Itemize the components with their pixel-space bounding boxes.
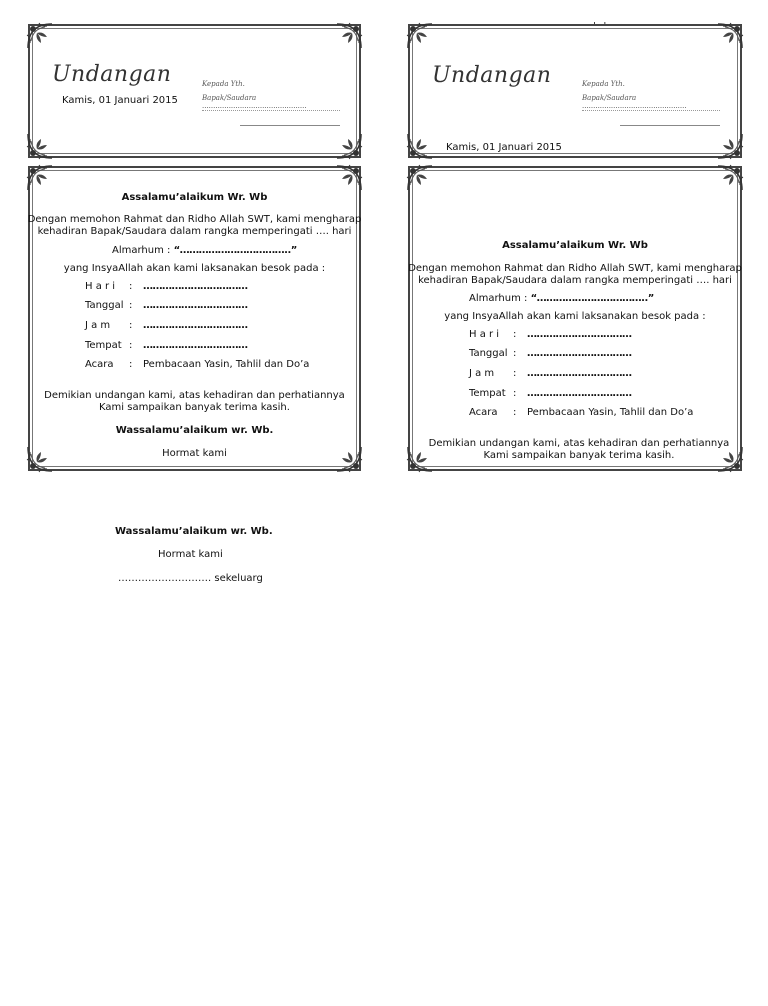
row-label: H a r i — [469, 329, 500, 340]
row-colon: : — [129, 320, 133, 331]
row-label: Tanggal — [469, 348, 508, 359]
almarhum-label: Almarhum : — [469, 293, 528, 304]
row-value: …………………………… — [143, 340, 248, 351]
detail-row-acara — [469, 407, 693, 418]
row-label: Tanggal — [85, 300, 124, 311]
corner-ornament-icon — [334, 131, 364, 161]
insya-line: yang InsyaAllah akan kami laksanakan besok pada : — [63, 263, 326, 274]
row-label: J a m — [85, 320, 111, 331]
closing-line-2: Kami sampaikan banyak terima kasih. — [99, 402, 290, 413]
row-colon: : — [513, 348, 517, 359]
corner-ornament-icon — [715, 131, 745, 161]
row-colon: : — [513, 368, 517, 379]
overflow-hormat: Hormat kami — [158, 549, 223, 560]
row-label: H a r i — [85, 281, 116, 292]
almarhum-line — [112, 245, 297, 256]
invitation-date: Kamis, 01 Januari 2015 — [446, 142, 562, 153]
right-body-card — [408, 166, 742, 471]
row-value: Pembacaan Yasin, Tahlil dan Do’a — [527, 407, 694, 418]
corner-ornament-icon — [405, 21, 435, 51]
almarhum-line — [469, 293, 654, 304]
row-colon: : — [129, 281, 133, 292]
wassalam-line: Wassalamu’alaikum wr. Wb. — [115, 425, 274, 436]
overflow-wassalam: Wassalamu’alaikum wr. Wb. — [115, 526, 273, 537]
kepada-label: Kepada Yth. — [202, 80, 245, 88]
right-cover-card — [408, 24, 742, 158]
almarhum-value: “……………………………..” — [530, 293, 654, 304]
row-label: Acara — [85, 359, 114, 370]
insya-line: yang InsyaAllah akan kami laksanakan besok pada : — [444, 311, 706, 322]
row-value: …………………………… — [527, 368, 632, 379]
salam-heading: Assalamu’alaikum Wr. Wb — [121, 192, 268, 203]
row-value: …………………………… — [527, 348, 632, 359]
corner-ornament-icon — [405, 163, 435, 193]
row-value: …………………………… — [143, 300, 248, 311]
signature-line — [240, 125, 340, 126]
row-label: Tempat — [85, 340, 122, 351]
corner-ornament-icon — [25, 163, 55, 193]
intro-line-1: Dengan memohon Rahmat dan Ridho Allah SWT, kami mengharap — [408, 263, 742, 274]
detail-row-tanggal — [469, 348, 632, 359]
detail-row-tempat — [469, 388, 632, 399]
corner-ornament-icon — [334, 163, 364, 193]
card-inner-border — [32, 28, 357, 154]
corner-ornament-icon — [25, 131, 55, 161]
kepada-label: Kepada Yth. — [582, 80, 625, 88]
intro-line-2: kehadiran Bapak/Saudara dalam rangka memperingati …. hari — [418, 275, 732, 286]
closing-line-1: Demikian undangan kami, atas kehadiran dan perhatiannya — [44, 390, 345, 401]
closing-line-1: Demikian undangan kami, atas kehadiran dan perhatiannya — [428, 438, 730, 449]
detail-row-hari — [469, 329, 632, 340]
row-value: …………………………… — [527, 329, 632, 340]
detail-row-tempat — [85, 340, 248, 351]
invitation-title: Undangan — [432, 63, 552, 88]
row-value: …………………………… — [527, 388, 632, 399]
almarhum-value: “……………………………..” — [173, 245, 297, 256]
overflow-sekeluarga: ………………………. sekeluarg — [118, 573, 263, 584]
row-colon: : — [513, 388, 517, 399]
detail-row-tanggal — [85, 300, 248, 311]
left-cover-card — [28, 24, 361, 158]
invitation-title: Undangan — [52, 62, 172, 87]
detail-row-jam — [85, 320, 248, 331]
detail-row-jam — [469, 368, 632, 379]
corner-ornament-icon — [334, 21, 364, 51]
intro-line-2: kehadiran Bapak/Saudara dalam rangka memperingati …. hari — [37, 226, 352, 237]
row-label: Tempat — [469, 388, 506, 399]
intro-line-1: Dengan memohon Rahmat dan Ridho Allah SWT, kami mengharap — [27, 214, 362, 225]
closing-line-2: Kami sampaikan banyak terima kasih. — [483, 450, 675, 461]
corner-ornament-icon — [25, 21, 55, 51]
row-value: …………………………… — [143, 320, 248, 331]
bapak-label: Bapak/Saudara ............................................... — [582, 94, 687, 110]
almarhum-label: Almarhum : — [112, 245, 171, 256]
invitation-date: Kamis, 01 Januari 2015 — [62, 95, 178, 106]
row-colon: : — [513, 407, 517, 418]
address-line — [202, 110, 340, 111]
corner-ornament-icon — [715, 21, 745, 51]
row-colon: : — [129, 340, 133, 351]
corner-ornament-icon — [715, 163, 745, 193]
card-inner-border — [412, 28, 738, 154]
row-colon: : — [129, 300, 133, 311]
address-line — [582, 110, 720, 111]
row-colon: : — [513, 329, 517, 340]
row-value: Pembacaan Yasin, Tahlil dan Do’a — [143, 359, 310, 370]
row-colon: : — [129, 359, 133, 370]
detail-row-hari — [85, 281, 248, 292]
detail-row-acara — [85, 359, 309, 370]
bapak-label: Bapak/Saudara ............................................... — [202, 94, 307, 110]
signature-line — [620, 125, 720, 126]
row-value: …………………………… — [143, 281, 248, 292]
row-label: Acara — [469, 407, 498, 418]
left-body-card — [28, 166, 361, 471]
salam-heading: Assalamu’alaikum Wr. Wb — [502, 240, 648, 251]
row-label: J a m — [469, 368, 495, 379]
hormat-line: Hormat kami — [162, 448, 227, 459]
corner-ornament-icon — [405, 131, 435, 161]
